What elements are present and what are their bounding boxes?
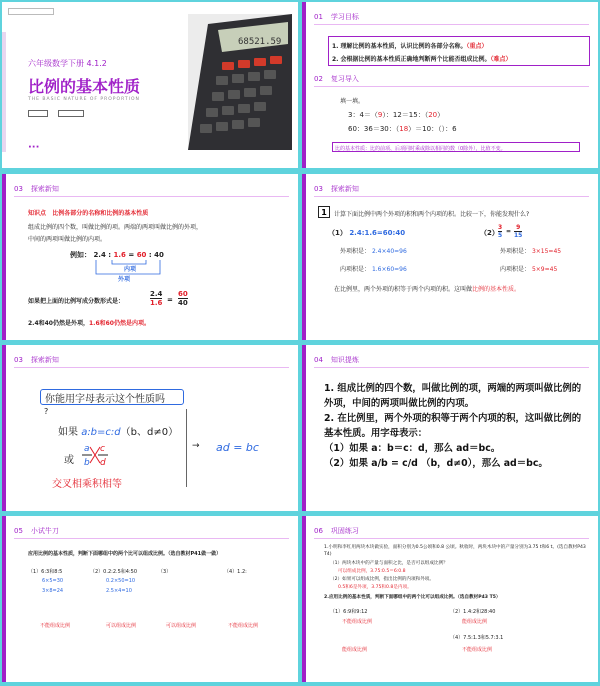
exercise-e4-answer: 不能组成比例	[462, 647, 493, 653]
example-ratio: 例如： 2.4 : 1.6 = 60 : 40	[70, 251, 164, 259]
divider	[314, 367, 589, 368]
summary-point-2: 2. 在比例里，两个外项的积等于两个内项的积，这叫做比例的基本性质。用字母表示：	[324, 413, 582, 439]
tag-box-2	[58, 110, 84, 117]
section-number: 01	[314, 13, 323, 21]
equation-1: 3：4＝（9）：12＝15：（20）	[348, 111, 445, 119]
equation-2: 60：36＝30：（18）＝10：（）：6	[348, 125, 457, 133]
section-header: 05 小试牛刀	[14, 527, 59, 535]
section-title: 学习目标	[330, 13, 359, 21]
knowledge-point: 知识点 比例各部分的名称和比例的基本性质	[28, 210, 149, 217]
calculator-display: 68521.59	[238, 37, 282, 47]
task-text: 计算下面比例中两个外项的积和两个内项的积。比较一下，你能发现什么?	[334, 211, 530, 218]
accent-bar	[302, 516, 306, 682]
if-statement: 如果 a:b=c:d（b、d≠0）	[58, 427, 179, 438]
item-2-work-1: 0.2×50=10	[106, 578, 136, 584]
accent-bar	[2, 516, 6, 682]
divider	[314, 538, 589, 539]
p2-fraction-2: 9 15	[514, 224, 523, 239]
accent-bar	[302, 174, 306, 340]
arrow-icon: →	[192, 441, 200, 451]
item-1-answer: 不能组成比例	[40, 623, 71, 629]
p2-equals: =	[506, 228, 512, 235]
section-header-2	[314, 74, 367, 84]
exercise-e3-answer: 能组成比例	[342, 647, 368, 653]
exercise-e4: （4）7.5:1.3和5.7:3.1	[450, 635, 504, 641]
item-2-label: （2）0.2:2.5和4:50	[90, 569, 137, 575]
cross-fraction	[80, 441, 110, 471]
divider	[14, 196, 289, 197]
slide-explore-2[interactable]	[302, 174, 598, 340]
item-1-label: （1）6:3和8:5	[28, 569, 63, 575]
svg-text:b: b	[84, 458, 90, 468]
question-mark: ?	[44, 407, 49, 416]
slide-explore-3[interactable]	[2, 345, 298, 511]
item-2-answer: 可以组成比例	[106, 623, 137, 629]
fraction-sentence: 如果把上面的比例写成分数形式是：	[28, 298, 125, 305]
divider	[314, 196, 589, 197]
p2-inner: 内项积是： 5×9=45	[500, 266, 558, 273]
summary-point-3: （1）如果 a：b＝c：d，那么 ad＝bc。	[324, 443, 501, 454]
accent-bar	[302, 2, 306, 168]
definition-1: 组成比例的四个数，叫做比例的项。两端的两项叫做比例的外项，	[28, 224, 203, 231]
grade-label: 六年级数学下册 4.1.2	[28, 59, 107, 68]
divider-2	[314, 86, 589, 87]
divider	[314, 24, 589, 25]
lesson-subtitle: THE BASIC NATURE OF PROPORTION	[28, 97, 140, 102]
item-4-label: （4）1.2:	[224, 569, 247, 575]
question-bubble: 你能用字母表示这个性质吗	[40, 389, 184, 405]
exercise-e2-answer: 能组成比例	[462, 619, 488, 625]
accent-bar	[2, 174, 6, 340]
template-label	[8, 8, 54, 15]
summary-point-4: （2）如果 a/b = c/d （b，d≠0），那么 ad＝bc。	[324, 458, 548, 469]
svg-text:a: a	[84, 444, 90, 454]
item-3-answer: 可以组成比例	[166, 623, 197, 629]
exercise-a2: 0.5和6是外项，3.75和0.8是内项。	[338, 585, 412, 590]
exercise-e1: （1）6:9和9:12	[330, 609, 368, 615]
fill-instruction: 填一填。	[340, 98, 365, 105]
goal-1: 1. 理解比例的基本性质，认识比例的各部分名称。（重点）	[332, 43, 488, 50]
conclusion: 在比例里，两个外项的积等于两个内项的积。这叫做比例的基本性质。	[334, 286, 521, 293]
exercise-q3: 2.应用比例的基本性质，判断下面哪组中的两个比可以组成比例。（选自教材P43 T5）	[324, 595, 501, 600]
cross-multiply-text: 交叉相乘积相等	[52, 479, 122, 490]
section-number: 02	[314, 75, 323, 83]
exercise-e1-answer: 不能组成比例	[342, 619, 373, 625]
svg-text:d: d	[100, 458, 106, 468]
side-stripe	[2, 32, 6, 152]
section-header: 03 探索新知	[314, 185, 359, 193]
tag-box-1	[28, 110, 48, 117]
outer-label: 外项	[118, 276, 131, 283]
p2-fraction-1: 3 5	[498, 224, 503, 239]
property-note: 比的基本性质：比的前项、后项同时乘或除以相同的数（0除外），比值不变。	[332, 142, 580, 152]
item-1-work-1: 6×5=30	[42, 578, 64, 584]
accent-bar	[302, 345, 306, 511]
exercise-e2: （2）1.4:2和28:40	[450, 609, 496, 615]
section-title: 复习导入	[330, 75, 359, 83]
item-4-answer: 不能组成比例	[228, 623, 259, 629]
item-2-work-2: 2.5×4=10	[106, 588, 132, 594]
equals-sign: =	[167, 296, 173, 304]
fraction-2: 60 40	[178, 290, 188, 307]
slide-practice[interactable]	[2, 516, 298, 682]
term-conclusion: 2.4和40仍然是外项，1.6和60仍然是内项。	[28, 320, 150, 327]
or-label: 或	[64, 455, 74, 466]
problem-number: 1	[318, 206, 330, 218]
brace-line	[186, 409, 187, 487]
accent-bar	[2, 345, 6, 511]
term-brackets	[90, 258, 170, 278]
p1-outer: 外项积是： 2.4×40=96	[340, 248, 407, 255]
goal-2: 2. 会根据比例的基本性质正确地判断两个比能否组成比例。（难点）	[332, 56, 512, 63]
fraction-1: 2.4 1.6	[150, 290, 163, 307]
result-formula: ad = bc	[216, 441, 259, 454]
summary-body	[324, 381, 586, 471]
section-header: 04 知识提炼	[314, 356, 359, 364]
section-header: 03 探索新知	[14, 185, 59, 193]
calculator-image	[188, 14, 292, 150]
p2-outer: 外项积是： 3×15=45	[500, 248, 562, 255]
exercise-q1: （1）两块木块中的产量与面积之比，是否可以组成比例？	[330, 561, 448, 566]
item-3-label: （3）	[158, 569, 172, 575]
exercise-a1: 可以组成比例，3.75:0.5＝6:0.8	[338, 569, 406, 574]
section-header: 03 探索新知	[14, 356, 59, 364]
exercise-intro: 1.小明和李红用两块木块做实验，面积分别为0.5公顷和0.8 公顷。秋收时，两块木块中的产量分别为3.75 t和6 t。(选自教材P43 T4)	[324, 545, 586, 557]
summary-point-1: 1. 组成比例的四个数，叫做比例的项，两端的两项叫做比例的外项，中间的两项叫做比例的内项。	[324, 383, 582, 409]
title-dots: ···	[28, 142, 40, 153]
item-1-work-2: 3×8=24	[42, 588, 64, 594]
slide-explore-1[interactable]	[2, 174, 298, 340]
exercise-q2: （2）如果可以组成比例，指出比例的内项和外项。	[330, 577, 434, 582]
section-header: 06 巩固练习	[314, 527, 359, 535]
slide-title[interactable]	[2, 2, 298, 168]
divider	[14, 367, 289, 368]
svg-text:c: c	[100, 444, 105, 454]
lesson-title: 比例的基本性质	[28, 77, 141, 96]
slide-exercises[interactable]	[302, 516, 598, 682]
slide-goals[interactable]	[302, 2, 598, 168]
problem-2-label: （2）	[480, 229, 499, 237]
inner-label: 内项	[124, 266, 137, 273]
slide-summary[interactable]	[302, 345, 598, 511]
practice-task: 应用比例的基本性质，判断下面哪组中的两个比可以组成比例。（选自教材P41做一做）	[28, 551, 222, 557]
problem-1: （1） 2.4:1.6=60:40	[328, 229, 406, 237]
divider	[14, 538, 289, 539]
p1-inner: 内项积是： 1.6×60=96	[340, 266, 407, 273]
section-header	[314, 12, 367, 22]
definition-2: 中间的两项叫做比例的内项。	[28, 236, 107, 243]
